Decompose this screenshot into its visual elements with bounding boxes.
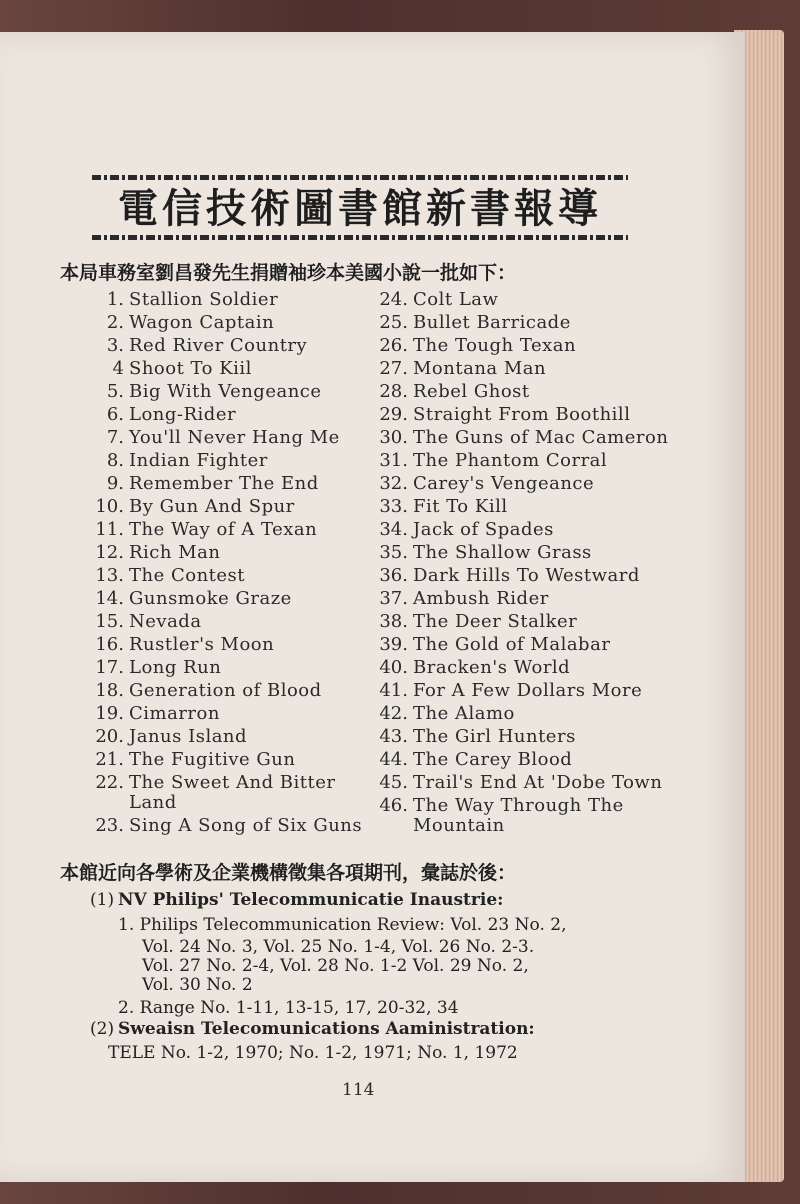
book-item	[372, 543, 702, 563]
book-item	[372, 589, 702, 609]
book-title: Ambush Rider	[413, 588, 549, 609]
book-item	[88, 750, 388, 770]
book-title: The Shallow Grass	[413, 542, 592, 563]
book-item	[372, 405, 702, 425]
book-number: 19.	[95, 703, 124, 724]
book-item	[88, 290, 388, 310]
book-number: 14.	[95, 588, 124, 609]
book-item	[88, 589, 388, 609]
book-title: Bullet Barricade	[413, 312, 571, 333]
book-number: 10.	[95, 496, 124, 517]
book-item	[372, 658, 702, 678]
book-item	[372, 704, 702, 724]
book-number: 43.	[379, 726, 408, 747]
book-title: The Carey Blood	[413, 749, 573, 770]
periodical-1-line-2: Vol. 24 No. 3, Vol. 25 No. 1-4, Vol. 26 No. 2-3.	[142, 937, 535, 957]
book-item	[372, 612, 702, 632]
page-number: 114	[342, 1080, 375, 1100]
book-title: Trail's End At 'Dobe Town	[413, 772, 663, 793]
book-title: Rustler's Moon	[129, 634, 275, 655]
book-number: 28.	[379, 381, 408, 402]
book-title: Rich Man	[129, 542, 221, 563]
book-number: 24.	[379, 289, 408, 310]
book-title: The Contest	[129, 565, 246, 586]
header-rule-top	[92, 175, 628, 180]
book-number: 25.	[379, 312, 408, 333]
book-number: 23.	[95, 815, 124, 836]
book-number: 30.	[379, 427, 408, 448]
book-item	[372, 727, 702, 747]
book-item	[88, 336, 388, 356]
periodical-2-title: Sweaisn Telecomunications Aaministration:	[118, 1019, 535, 1039]
book-number: 12.	[95, 542, 124, 563]
book-title: The Tough Texan	[413, 335, 577, 356]
periodical-1-line-1: 1. Philips Telecommunication Review: Vol. 23 No. 2,	[118, 915, 567, 935]
book-number: 37.	[379, 588, 408, 609]
book-number: 2.	[106, 312, 124, 333]
book-title: Cimarron	[129, 703, 220, 724]
book-number: 41.	[379, 680, 408, 701]
header-title: 電信技術圖書館新書報導	[118, 185, 602, 232]
book-title: Long-Rider	[129, 404, 237, 425]
book-item	[372, 313, 702, 333]
book-title: The Phantom Corral	[413, 450, 608, 471]
book-item	[372, 382, 702, 402]
periodical-1-title: NV Philips' Telecommunicatie Inaustrie:	[118, 890, 504, 910]
book-number: 9.	[106, 473, 124, 494]
book-number: 46.	[379, 795, 408, 816]
book-title: Generation of Blood	[129, 680, 322, 701]
book-item	[88, 612, 388, 632]
book-number: 40.	[379, 657, 408, 678]
book-number: 44.	[379, 749, 408, 770]
book-item	[372, 635, 702, 655]
book-title: The Sweet And Bitter Land	[129, 772, 336, 813]
book-item	[88, 405, 388, 425]
book-title: Rebel Ghost	[413, 381, 530, 402]
book-item	[372, 773, 702, 793]
book-title: Carey's Vengeance	[413, 473, 595, 494]
book-item	[372, 520, 702, 540]
book-item	[88, 681, 388, 701]
book-title: Gunsmoke Graze	[129, 588, 292, 609]
book-number: 7.	[106, 427, 124, 448]
book-item	[372, 290, 702, 310]
periodical-2-label: (2)	[90, 1019, 115, 1039]
book-item	[88, 359, 388, 379]
intro-text: 本局車務室劉昌發先生捐贈袖珍本美國小說一批如下：	[60, 262, 517, 284]
book-title: You'll Never Hang Me	[129, 427, 340, 448]
book-number: 4	[112, 358, 124, 379]
book-title: The Girl Hunters	[413, 726, 576, 747]
book-title: Sing A Song of Six Guns	[129, 815, 363, 836]
book-title: Dark Hills To Westward	[413, 565, 640, 586]
book-item	[88, 566, 388, 586]
book-number: 18.	[95, 680, 124, 701]
book-title: Indian Fighter	[129, 450, 268, 471]
book-number: 34.	[379, 519, 408, 540]
book-title: Jack of Spades	[413, 519, 554, 540]
book-number: 33.	[379, 496, 408, 517]
book-item	[372, 474, 702, 494]
book-title: The Fugitive Gun	[129, 749, 296, 770]
book-number: 1.	[106, 289, 124, 310]
book-item	[372, 796, 702, 836]
book-title: Bracken's World	[413, 657, 571, 678]
book-title: The Gold of Malabar	[413, 634, 611, 655]
book-title: Fit To Kill	[413, 496, 508, 517]
book-title: Stallion Soldier	[129, 289, 279, 310]
book-item	[88, 658, 388, 678]
book-number: 11.	[95, 519, 124, 540]
book-number: 38.	[379, 611, 408, 632]
book-title: Remember The End	[129, 473, 319, 494]
book-number: 17.	[95, 657, 124, 678]
book-title: The Alamo	[413, 703, 515, 724]
book-number: 27.	[379, 358, 408, 379]
book-item	[372, 750, 702, 770]
book-title: Straight From Boothill	[413, 404, 631, 425]
book-number: 39.	[379, 634, 408, 655]
periodical-1-line-3: Vol. 27 No. 2-4, Vol. 28 No. 1-2 Vol. 29 No. 2,	[142, 956, 529, 976]
book-number: 13.	[95, 565, 124, 586]
book-title: Red River Country	[129, 335, 308, 356]
book-item	[372, 497, 702, 517]
book-number: 22.	[95, 772, 124, 793]
book-number: 42.	[379, 703, 408, 724]
section-header	[92, 175, 628, 245]
book-title: The Way Through The Mountain	[413, 795, 624, 836]
book-item	[88, 474, 388, 494]
periodical-1-label: (1)	[90, 890, 115, 910]
book-item	[372, 566, 702, 586]
book-number: 26.	[379, 335, 408, 356]
book-item	[88, 313, 388, 333]
book-title: Colt Law	[413, 289, 499, 310]
book-title: Big With Vengeance	[129, 381, 322, 402]
periodicals-heading: 本館近向各學術及企業機構徵集各項期刊，彙誌於後：	[60, 862, 517, 884]
book-number: 3.	[106, 335, 124, 356]
book-number: 45.	[379, 772, 408, 793]
book-number: 5.	[106, 381, 124, 402]
book-item	[88, 382, 388, 402]
book-item	[88, 816, 388, 836]
book-title: The Way of A Texan	[129, 519, 318, 540]
book-item	[88, 704, 388, 724]
book-item	[88, 727, 388, 747]
book-number: 29.	[379, 404, 408, 425]
book-title: Nevada	[129, 611, 202, 632]
book-title: Long Run	[129, 657, 222, 678]
book-title: The Deer Stalker	[413, 611, 578, 632]
periodical-1-line-5: 2. Range No. 1-11, 13-15, 17, 20-32, 34	[118, 998, 459, 1018]
book-item	[88, 520, 388, 540]
book-number: 15.	[95, 611, 124, 632]
book-item	[88, 773, 388, 813]
book-title: Wagon Captain	[129, 312, 275, 333]
book-number: 31.	[379, 450, 408, 471]
book-title: The Guns of Mac Cameron	[413, 427, 669, 448]
book-number: 8.	[106, 450, 124, 471]
book-item	[372, 336, 702, 356]
book-item	[88, 451, 388, 471]
book-item	[372, 359, 702, 379]
book-item	[88, 635, 388, 655]
book-number: 32.	[379, 473, 408, 494]
book-list-left	[88, 290, 388, 839]
book-title: By Gun And Spur	[129, 496, 295, 517]
periodical-1-line-4: Vol. 30 No. 2	[142, 975, 253, 995]
book-item	[88, 428, 388, 448]
book-number: 21.	[95, 749, 124, 770]
book-item	[372, 451, 702, 471]
book-title: For A Few Dollars More	[413, 680, 643, 701]
book-item	[372, 428, 702, 448]
periodical-2-line-1: TELE No. 1-2, 1970; No. 1-2, 1971; No. 1, 1972	[108, 1043, 518, 1063]
book-item	[88, 497, 388, 517]
book-number: 6.	[106, 404, 124, 425]
header-rule-bottom	[92, 235, 628, 240]
book-number: 35.	[379, 542, 408, 563]
book-title: Janus Island	[129, 726, 248, 747]
book-number: 16.	[95, 634, 124, 655]
book-list-right	[372, 290, 702, 839]
book-number: 36.	[379, 565, 408, 586]
book-number: 20.	[95, 726, 124, 747]
book-title: Shoot To Kiil	[129, 358, 252, 379]
book-item	[88, 543, 388, 563]
book-title: Montana Man	[413, 358, 547, 379]
book-item	[372, 681, 702, 701]
